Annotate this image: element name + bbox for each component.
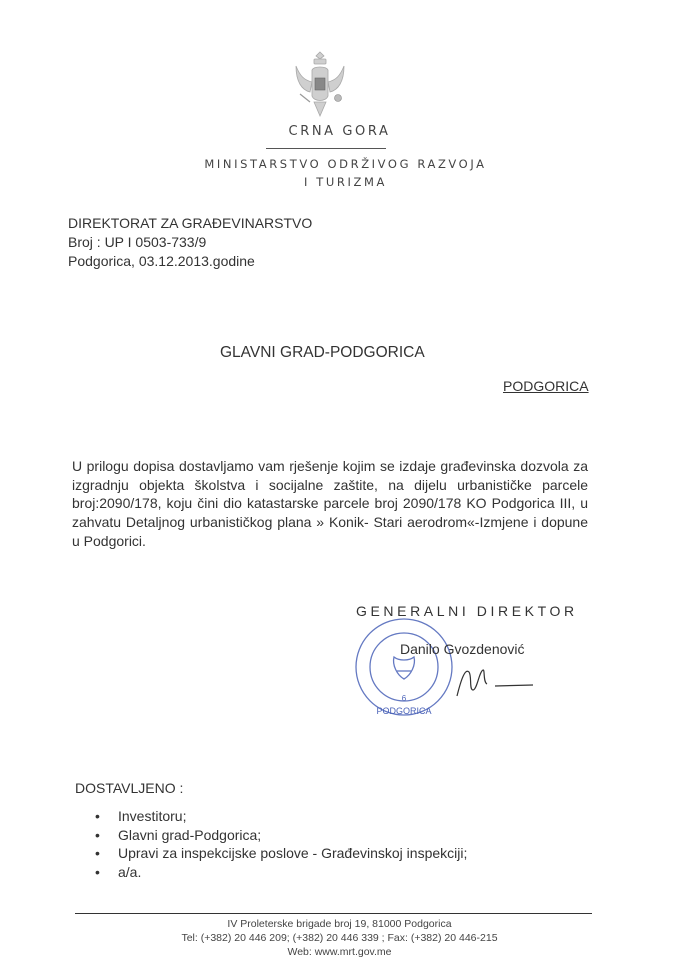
handwritten-signature-icon (455, 660, 535, 700)
bullet-icon: • (95, 826, 100, 843)
list-item: • Upravi za inspekcijske poslove - Građevinskoj inspekciji; (95, 845, 468, 862)
directorate-name: DIREKTORAT ZA GRAĐEVINARSTVO (68, 215, 313, 231)
svg-text:PODGORICA: PODGORICA (376, 706, 432, 716)
list-item: • Investitoru; (95, 808, 187, 824)
body-paragraph: U prilogu dopisa dostavljamo vam rješenje kojim se izdaje građevinska dozvola za izgradnju objekta školstva i socijalne zaštite, na dijelu urbanističke parcele broj:2090/178, koju čini dio katastarske parcele broj 2090/178 KO Podgorica III, u zahvatu Detaljnog urbanističkog plana » Konik- Stari aerodrom«-Izmjene i dopune u Podgorici. (72, 458, 588, 549)
coat-of-arms-icon (290, 50, 350, 122)
distribution-label: DOSTAVLJENO : (75, 780, 184, 796)
footer-phones: Tel: (+382) 20 446 209; (+382) 20 446 339 ; Fax: (+382) 20 446-215 (181, 932, 498, 944)
place-date: Podgorica, 03.12.2013.godine (68, 253, 255, 269)
country-name: CRNA GORA (288, 124, 391, 139)
website-link[interactable]: www.mrt.gov.me (314, 946, 392, 958)
signatory-name: Danilo Gvozdenović (400, 641, 525, 657)
footer-divider (75, 913, 592, 914)
bullet-icon: • (95, 845, 100, 862)
recipient-city: PODGORICA (503, 378, 589, 394)
official-stamp-icon (347, 615, 462, 720)
ministry-name-line2: I TURIZMA (304, 175, 387, 189)
signatory-title: GENERALNI DIREKTOR (356, 603, 578, 619)
bullet-icon: • (95, 808, 100, 824)
svg-text:6: 6 (401, 694, 407, 703)
ministry-name-line1: MINISTARSTVO ODRŽIVOG RAZVOJA (204, 157, 487, 171)
footer-web (0, 946, 679, 958)
distribution-list (95, 807, 467, 882)
list-item: • Glavni grad-Podgorica; (95, 826, 262, 843)
recipient-name: GLAVNI GRAD-PODGORICA (220, 344, 425, 361)
list-item: • a/a. (95, 864, 142, 881)
footer-web-label: Web: (287, 946, 315, 958)
letterhead-divider (266, 148, 386, 149)
reference-number: Broj : UP I 0503-733/9 (68, 234, 207, 250)
footer-address: IV Proleterske brigade broj 19, 81000 Podgorica (227, 918, 452, 930)
bullet-icon: • (95, 864, 100, 881)
